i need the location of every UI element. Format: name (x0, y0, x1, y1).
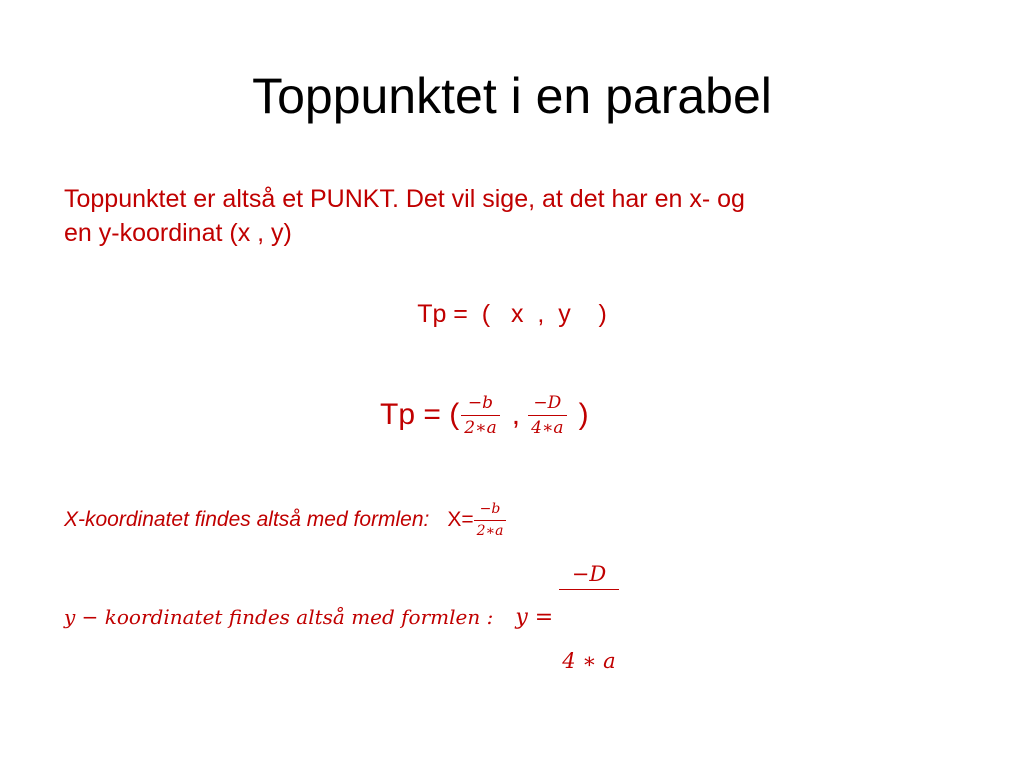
intro-text (64, 182, 984, 250)
tp-y-numerator: −D (528, 392, 567, 416)
x-fraction (474, 500, 507, 541)
y-numerator: −D (559, 560, 619, 590)
x-formula (64, 494, 506, 546)
tp-formula-separator: , (511, 398, 521, 431)
tp-y-denominator: 4∗a (531, 417, 564, 438)
x-formula-label: X-koordinatet findes altså med formlen: (64, 508, 430, 531)
tp-x-denominator: 2∗a (464, 417, 497, 438)
page-title: Toppunktet i en parabel (252, 68, 772, 124)
y-formula-lhs: y = (515, 604, 554, 630)
intro-line-2: en y-koordinat (x , y) (64, 219, 292, 247)
y-fraction (559, 504, 619, 731)
tp-formula (380, 380, 589, 450)
y-denominator: 4 ∗ a (562, 648, 616, 673)
x-numerator: −b (474, 500, 507, 521)
tp-formula-prefix: Tp = ( (380, 398, 460, 431)
x-formula-lhs: X= (447, 508, 474, 531)
tp-x-fraction (461, 392, 500, 439)
x-denominator: 2∗a (476, 522, 504, 539)
tp-y-fraction (528, 392, 567, 439)
y-formula (64, 561, 619, 673)
intro-line-1: Toppunktet er altså et PUNKT. Det vil sige, at det har en x- og (64, 185, 745, 213)
y-formula-label: y − koordinatet findes altså med formlen : (64, 605, 494, 629)
tp-formula-suffix: ) (578, 398, 589, 431)
tp-x-numerator: −b (461, 392, 500, 416)
tp-coordinate-line: Tp = ( x , y ) (417, 300, 607, 328)
